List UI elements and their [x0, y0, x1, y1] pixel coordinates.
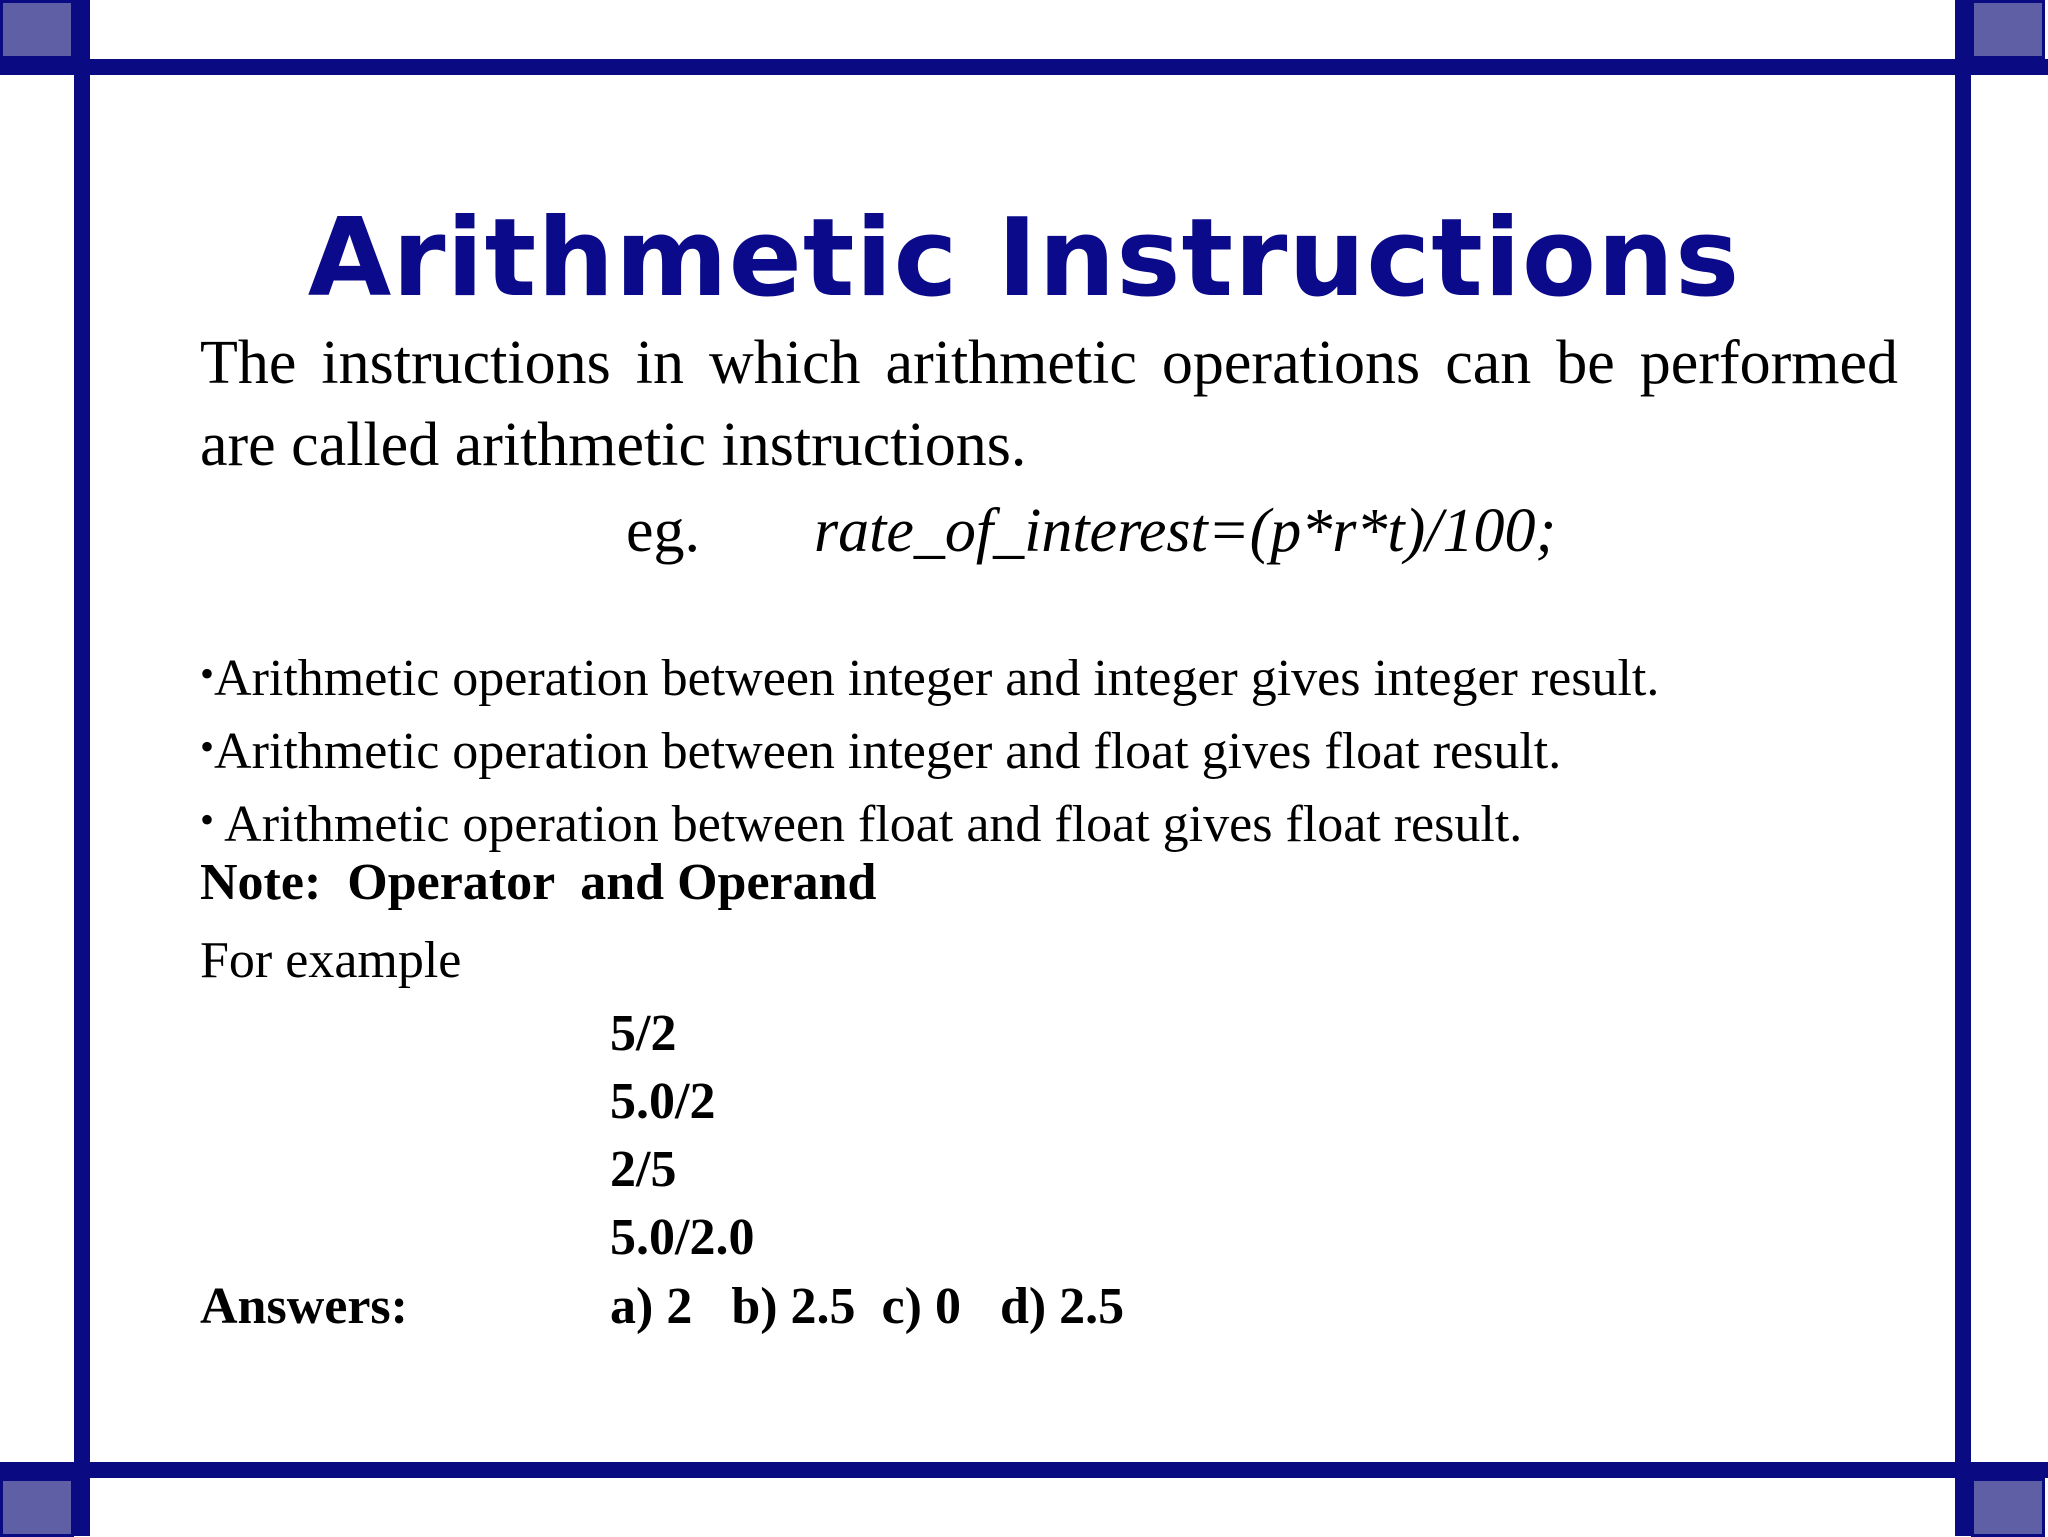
expression-item: 5/2 [610, 1005, 677, 1062]
bullet-list [200, 640, 1659, 859]
bullet-dot: • [200, 651, 215, 696]
bullet-dot: • [200, 724, 215, 769]
expression-item: 2/5 [610, 1141, 677, 1198]
frame-corner-top-right [1971, 0, 2045, 59]
expression-item: 5.0/2.0 [610, 1209, 755, 1266]
example-code: rate_of_interest=(p*r*t)/100; [814, 497, 1557, 565]
frame-top-bar [0, 59, 2048, 75]
expression-item: 5.0/2 [610, 1073, 716, 1130]
frame-bottom-bar [0, 1462, 2048, 1478]
intro-paragraph: The instructions in which arithmetic operations can be performed are called arithmetic instructions. [200, 329, 1898, 479]
bullet-text: Arithmetic operation between float and float gives float result. [214, 796, 1523, 853]
bullet-dot: • [200, 797, 215, 842]
answers-label: Answers: [200, 1278, 408, 1335]
example-label: eg. [626, 497, 701, 565]
answers-values: a) 2 b) 2.5 c) 0 d) 2.5 [610, 1278, 1125, 1335]
bullet-text: Arithmetic operation between integer and float gives float result. [214, 723, 1562, 780]
frame-corner-bottom-left [0, 1478, 74, 1537]
bullet-item [200, 713, 1659, 786]
expression-list [610, 1000, 754, 1272]
bullet-text: Arithmetic operation between integer and integer gives integer result. [214, 650, 1660, 707]
frame-corner-bottom-right [1971, 1478, 2045, 1537]
example-line [626, 490, 1556, 572]
bullet-item [200, 640, 1659, 713]
frame-corner-top-left [0, 0, 74, 59]
for-example-label: For example [200, 932, 462, 989]
slide-title: Arithmetic Instructions [307, 196, 1741, 321]
note-heading: Note: Operator and Operand [200, 854, 877, 911]
